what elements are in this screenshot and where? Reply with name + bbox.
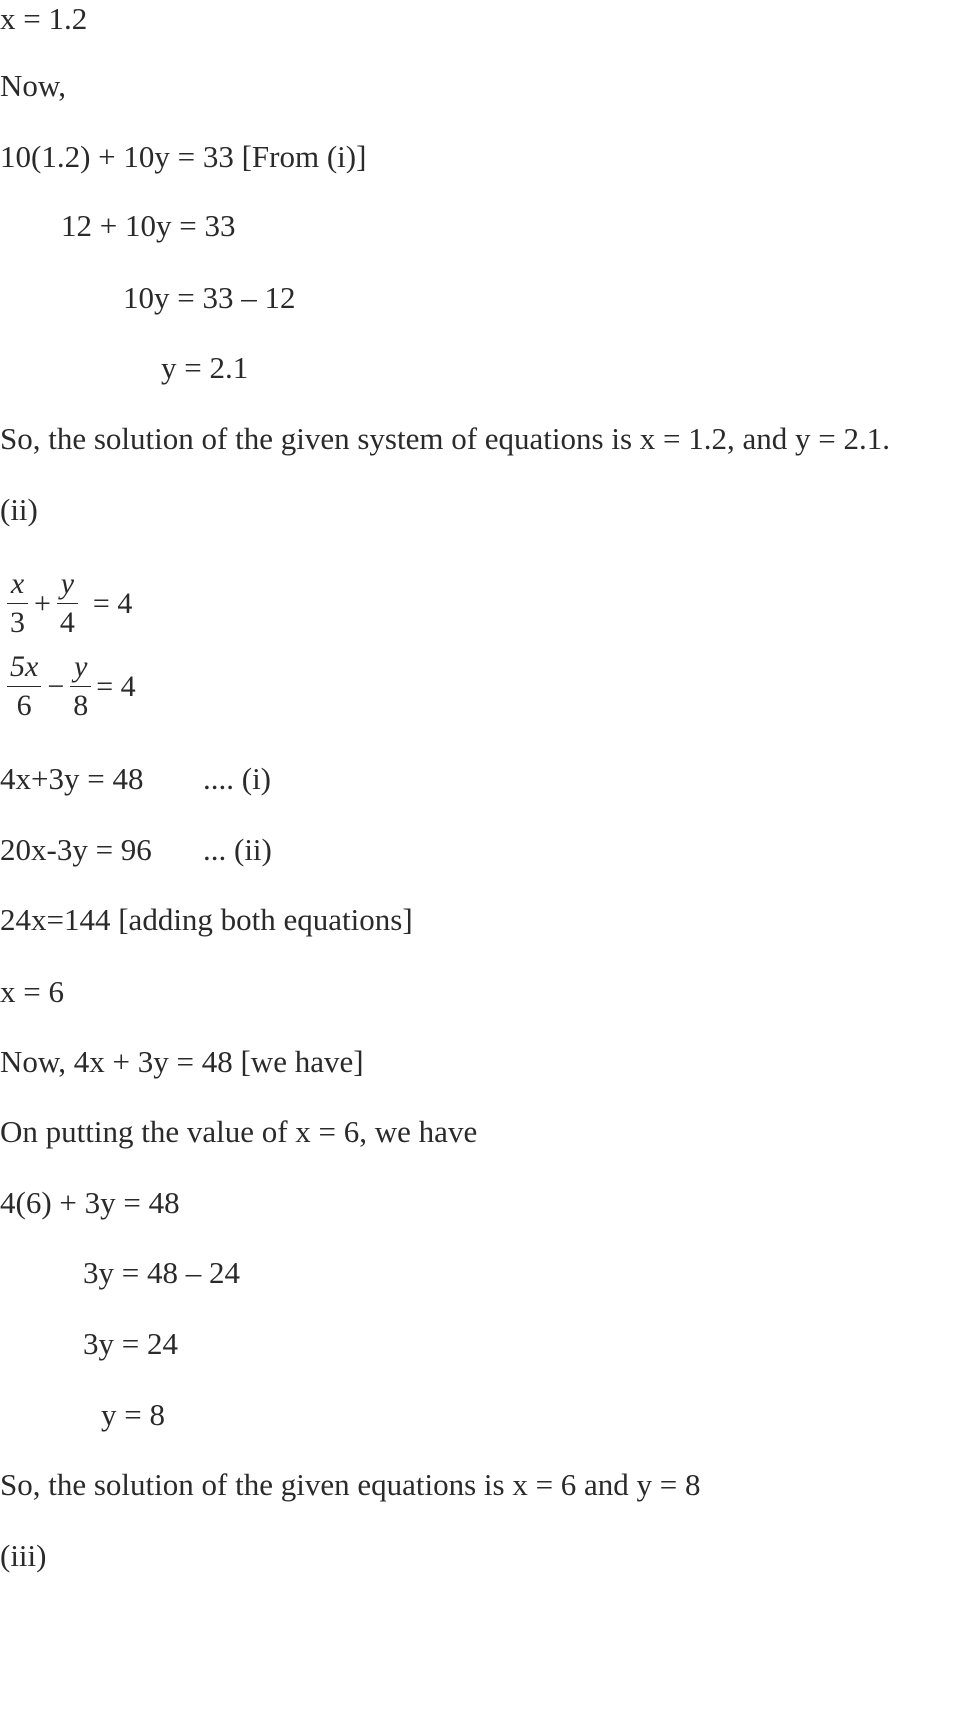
text-line: So, the solution of the given system of equations is x = 1.2, and y = 2.1. (0, 421, 890, 456)
equation-rhs: = 4 (96, 669, 136, 703)
fraction (4, 567, 31, 640)
text-line: x = 6 (0, 974, 64, 1009)
equation-2 (4, 650, 136, 723)
numerator: y (74, 650, 88, 683)
denominator: 4 (57, 603, 78, 640)
numerator: y (60, 567, 75, 600)
equation-tag: .... (i) (203, 761, 272, 796)
operator: + (34, 586, 51, 620)
denominator: 6 (7, 686, 41, 723)
text-line: 3y = 48 – 24 (83, 1255, 240, 1290)
text-line: On putting the value of x = 6, we have (0, 1114, 478, 1149)
text-line: y = 8 (101, 1397, 165, 1432)
text-line: 4x+3y = 48 (0, 761, 144, 796)
fraction (67, 650, 94, 723)
text-line: (iii) (0, 1538, 47, 1573)
fraction (4, 650, 44, 723)
text-line: 4(6) + 3y = 48 (0, 1185, 180, 1220)
text-line: 10y = 33 – 12 (123, 280, 296, 315)
operator: − (47, 669, 65, 703)
numerator: x (10, 567, 25, 600)
denominator: 8 (70, 686, 91, 723)
text-line: 12 + 10y = 33 (61, 208, 236, 243)
text-line: 10(1.2) + 10y = 33 [From (i)] (0, 139, 367, 174)
equation-tag: ... (ii) (203, 832, 272, 867)
denominator: 3 (7, 603, 28, 640)
text-line: 24x=144 [adding both equations] (0, 902, 413, 937)
text-line: 3y = 24 (83, 1326, 178, 1361)
text-line: So, the solution of the given equations is x = 6 and y = 8 (0, 1467, 701, 1502)
numerator: 5x (10, 650, 39, 683)
equation-rhs: = 4 (92, 586, 133, 620)
equation-1 (4, 567, 132, 640)
text-line: (ii) (0, 492, 38, 527)
text-line: Now, (0, 68, 67, 103)
text-line: Now, 4x + 3y = 48 [we have] (0, 1044, 364, 1079)
text-line: 20x-3y = 96 (0, 832, 152, 867)
fraction (54, 567, 81, 640)
text-line: y = 2.1 (161, 350, 249, 385)
text-line: x = 1.2 (0, 1, 88, 36)
